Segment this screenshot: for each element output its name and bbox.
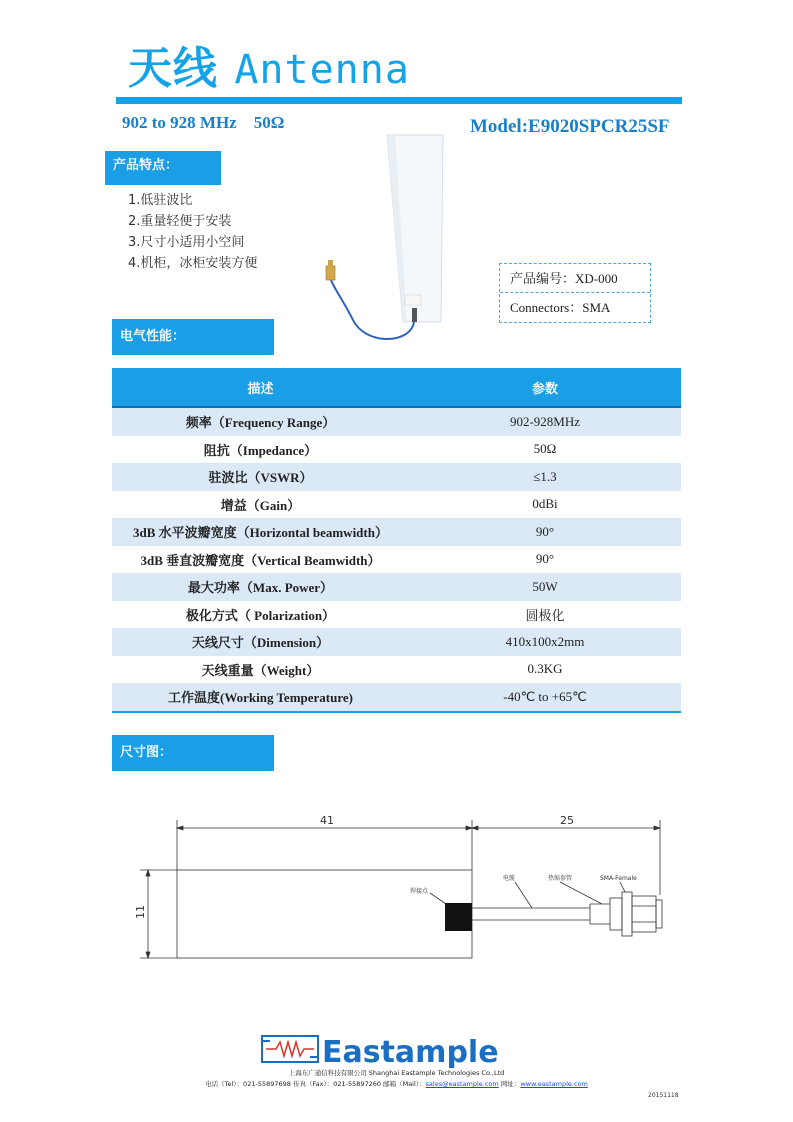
brand-name: Eastample <box>322 1035 499 1068</box>
dimension-heading: 尺寸图： <box>112 735 274 771</box>
column-header-description: 描述 <box>112 368 409 407</box>
document-date: 20151118 <box>648 1092 679 1099</box>
features-list <box>128 190 257 274</box>
row-description: 天线尺寸（Dimension） <box>112 628 409 656</box>
table-row <box>112 656 681 684</box>
connector-type: Connectors：SMA <box>510 300 611 315</box>
electrical-heading: 电气性能： <box>112 319 274 355</box>
row-value: 圆极化 <box>525 607 565 623</box>
row-value: ≤1.3 <box>409 463 681 491</box>
page-title <box>128 32 410 96</box>
title-underline-bar <box>116 97 682 104</box>
row-description: 最大功率（Max. Power） <box>112 573 409 601</box>
row-value: 902-928MHz <box>409 407 681 436</box>
frequency-range: 902 to 928 MHz <box>122 113 237 132</box>
table-row <box>112 628 681 656</box>
title-en: Antenna <box>234 47 410 93</box>
row-description: 极化方式（ Polarization） <box>185 607 336 623</box>
row-description: 阻抗（Impedance） <box>203 442 318 458</box>
electrical-spec-table <box>112 368 681 713</box>
row-description: 工作温度(Working Temperature) <box>112 683 409 712</box>
impedance-value: 50Ω <box>253 113 285 132</box>
row-value: 90° <box>409 518 681 546</box>
table-row <box>112 683 681 712</box>
feature-item: 4.机柜，冰柜安装方便 <box>128 256 258 271</box>
row-description: 驻波比（VSWR） <box>112 463 409 491</box>
feature-item: 3.尺寸小适用小空间 <box>128 235 245 250</box>
product-info-box <box>499 263 651 323</box>
contact-prefix: 电话（Tel）：021-55897698 传真（Fax）：021-55897260 邮箱（Mail）： <box>205 1080 426 1088</box>
table-row <box>112 518 681 546</box>
row-value: -40℃ to +65℃ <box>409 683 681 712</box>
shrink-tube-label: 热缩套管 <box>548 875 573 882</box>
dim-height-label: 11 <box>134 905 147 919</box>
antenna-product-image <box>315 130 455 345</box>
table-row <box>112 407 681 436</box>
dim-cable-label: 25 <box>560 814 574 827</box>
feature-item: 1.低驻波比 <box>128 193 193 208</box>
solder-point-label: 焊接点 <box>410 888 429 895</box>
table-row <box>112 573 681 601</box>
sma-female-label: SMA-Female <box>600 875 637 882</box>
row-value: 0.3KG <box>527 661 563 677</box>
email-link[interactable]: sales@eastample.com <box>425 1080 499 1088</box>
row-value: 90° <box>535 551 555 567</box>
row-description: 天线重量（Weight） <box>201 662 320 678</box>
dim-length-label: 41 <box>320 814 334 827</box>
eastample-logo <box>260 1032 540 1068</box>
row-value: 410x100x2mm <box>409 628 681 656</box>
cable-label: 电缆 <box>503 875 516 882</box>
frequency-spec <box>122 113 284 133</box>
row-description: 3dB 水平波瓣宽度（Horizontal beamwidth） <box>112 518 409 546</box>
product-number: 产品编号：XD-000 <box>500 264 650 293</box>
web-prefix: 网址： <box>498 1080 521 1088</box>
table-row <box>112 546 681 574</box>
row-description: 增益（Gain） <box>220 497 301 513</box>
row-value: 0dBi <box>532 496 558 512</box>
table-row <box>112 601 681 629</box>
row-value: 50Ω <box>533 441 557 457</box>
website-link[interactable]: www.eastample.com <box>520 1080 588 1088</box>
features-heading: 产品特点： <box>105 151 221 185</box>
row-description: 频率（Frequency Range） <box>112 407 409 436</box>
row-description: 3dB 垂直波瓣宽度（Vertical Beamwidth） <box>140 552 381 568</box>
table-row <box>112 436 681 464</box>
table-row <box>112 463 681 491</box>
model-number: Model:E9020SPCR25SF <box>470 116 670 137</box>
table-row <box>112 491 681 519</box>
row-value: 50W <box>409 573 681 601</box>
contact-info <box>0 1079 793 1088</box>
table-header-row <box>112 368 681 407</box>
feature-item: 2.重量轻便于安装 <box>128 214 232 229</box>
title-cn: 天线 <box>128 43 218 94</box>
company-name: 上海东广通信科技有限公司 Shanghai Eastample Technologies Co.,Ltd <box>288 1069 505 1077</box>
dimension-drawing <box>120 800 680 970</box>
solder-point-block <box>445 903 472 931</box>
column-header-parameter: 参数 <box>409 368 681 407</box>
